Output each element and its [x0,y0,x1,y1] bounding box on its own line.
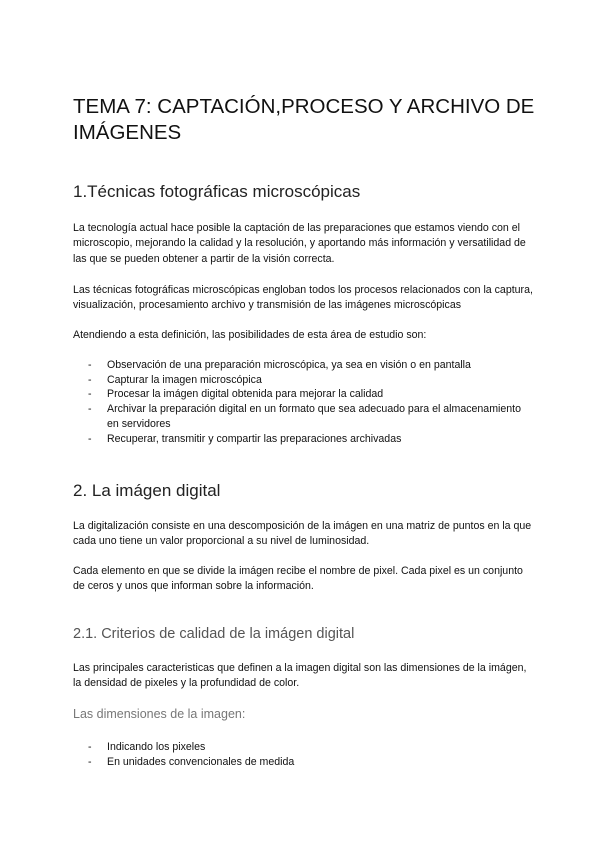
section-2-1-heading: 2.1. Criterios de calidad de la imágen digital [73,626,355,642]
list-item: - Procesar la imágen digital obtenida para mejorar la calidad [88,387,528,402]
list-item: - Archivar la preparación digital en un formato que sea adecuado para el almacenamiento en servidores [88,402,528,431]
section-1-paragraph-1: La tecnología actual hace posible la captación de las preparaciones que estamos viendo con el microscopio, mejorando la calidad y la resolución, y aportando más información y versatilidad de las que se pueden obtener a partir de la visión correcta. [73,222,526,265]
section-2-paragraph-1: La digitalización consiste en una descomposición de la imágen en una matriz de puntos en la que cada uno tiene un valor proporcional a su nivel de luminosidad. [73,520,532,548]
section-2-1-paragraph-1: Las principales caracteristicas que definen a la imagen digital son las dimensiones de la imágen, la densidad de pixeles y la profundidad de color. [73,662,527,690]
list-item: - Observación de una preparación microscópica, ya sea en visión o en pantalla [88,358,528,373]
list-item: - Recuperar, transmitir y compartir las preparaciones archivadas [88,432,528,447]
section-2-1-subheading: Las dimensiones de la imagen: [73,707,246,721]
list-item: - Indicando los pixeles [88,740,528,755]
section-2-heading: 2. La imágen digital [73,481,221,500]
document-title: TEMA 7: CAPTACIÓN,PROCESO Y ARCHIVO DE IMÁGENES [73,95,535,144]
section-1-paragraph-3: Atendiendo a esta definición, las posibilidades de esta área de estudio son: [73,329,427,341]
section-1-list [88,358,528,446]
list-item: - En unidades convencionales de medida [88,755,528,770]
section-2-1-list [88,740,528,769]
section-1-heading: 1.Técnicas fotográficas microscópicas [73,182,361,201]
list-item: - Capturar la imagen microscópica [88,373,528,388]
section-2-paragraph-2: Cada elemento en que se divide la imágen recibe el nombre de pixel. Cada pixel es un conjunto de ceros y unos que informan sobre la información. [73,565,523,593]
section-1-paragraph-2: Las técnicas fotográficas microscópicas engloban todos los procesos relacionados con la captura, visualización, procesamiento archivo y transmisión de las imágenes microscópicas [73,284,533,312]
